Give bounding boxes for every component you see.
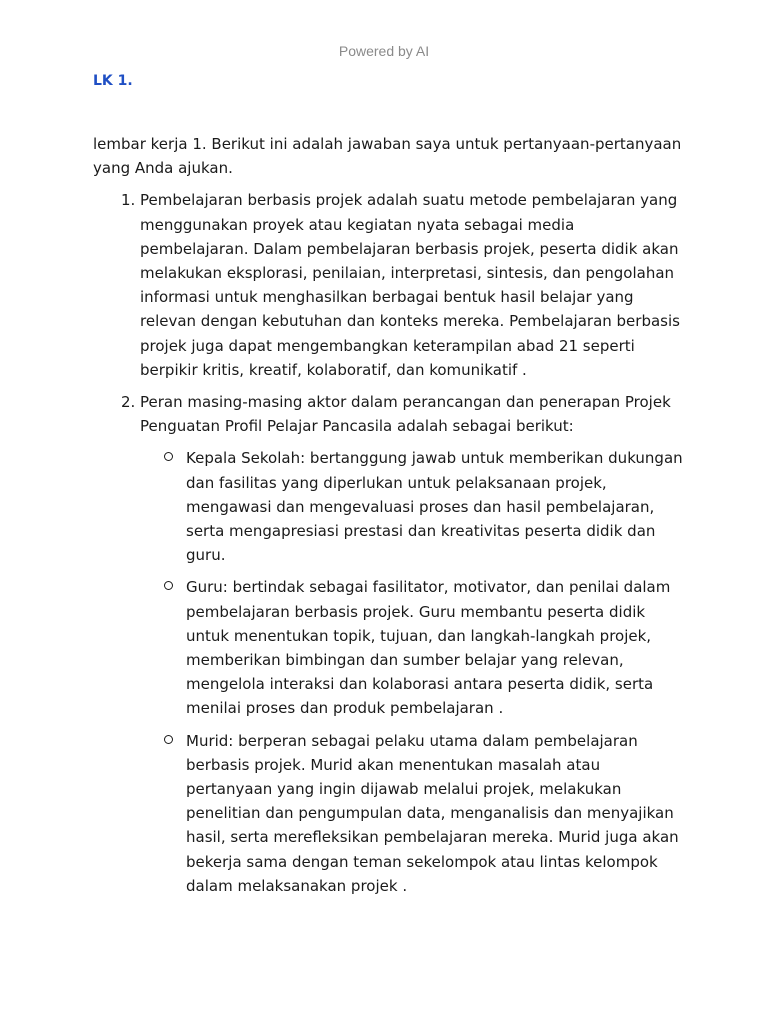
circle-bullet-icon: [164, 735, 173, 744]
circle-bullet-icon: [164, 581, 173, 590]
bullet-item-text: Murid: berperan sebagai pelaku utama dalam pembelajaran berbasis projek. Murid akan menentukan masalah atau pertanyaan yang ingin dijawab melalui projek, melakukan penelitian dan pengumpulan data, menganalisis dan menyajikan hasil, serta merefleksikan pembelajaran mereka. Murid juga akan bekerja sama dengan teman sekelompok atau lintas kelompok dalam melaksanakan projek .: [186, 731, 679, 895]
intro-paragraph: lembar kerja 1. Berikut ini adalah jawaban saya untuk pertanyaan-pertanyaan yang Anda ajukan.: [93, 135, 682, 178]
actor-bullet-list: [140, 446, 683, 898]
list-number: 2.: [121, 393, 136, 412]
bullet-item-text: Guru: bertindak sebagai fasilitator, motivator, dan penilai dalam pembelajaran berbasis projek. Guru membantu peserta didik untuk menentukan topik, tujuan, dan langkah-langkah projek, memberikan bimbingan dan sumber belajar yang relevan, mengelola interaksi dan kolaborasi antara peserta didik, serta menilai proses dan produk pembelajaran .: [186, 578, 671, 718]
list-item: [93, 188, 683, 382]
bullet-item-murid: [140, 729, 683, 898]
bullet-item-kepala-sekolah: [140, 446, 683, 567]
bullet-item-text: Kepala Sekolah: bertanggung jawab untuk memberikan dukungan dan fasilitas yang diperlukan untuk pelaksanaan projek, mengawasi dan mengevaluasi proses dan hasil pembelajaran, serta mengapresiasi prestasi dan kreativitas peserta didik dan guru.: [186, 449, 683, 565]
powered-by-label: Powered by AI: [338, 43, 430, 59]
circle-bullet-icon: [164, 452, 173, 461]
document-body: [93, 132, 683, 906]
document-heading: LK 1.: [93, 73, 133, 89]
list-item: [93, 390, 683, 898]
bullet-item-guru: [140, 575, 683, 720]
list-item-text: Pembelajaran berbasis projek adalah suatu metode pembelajaran yang menggunakan proyek atau kegiatan nyata sebagai media pembelajaran. Dalam pembelajaran berbasis projek, peserta didik akan melakukan eksplorasi, penilaian, interpretasi, sintesis, dan pengolahan informasi untuk menghasilkan berbagai bentuk hasil belajar yang relevan dengan kebutuhan dan konteks mereka. Pembelajaran berbasis projek juga dapat mengembangkan keterampilan abad 21 seperti berpikir kritis, kreatif, kolaboratif, dan komunikatif .: [140, 191, 680, 379]
list-item-text: Peran masing-masing aktor dalam perancangan dan penerapan Projek Penguatan Profil Pelajar Pancasila adalah sebagai berikut:: [140, 393, 671, 436]
list-number: 1.: [121, 191, 136, 210]
numbered-list: [93, 188, 683, 898]
